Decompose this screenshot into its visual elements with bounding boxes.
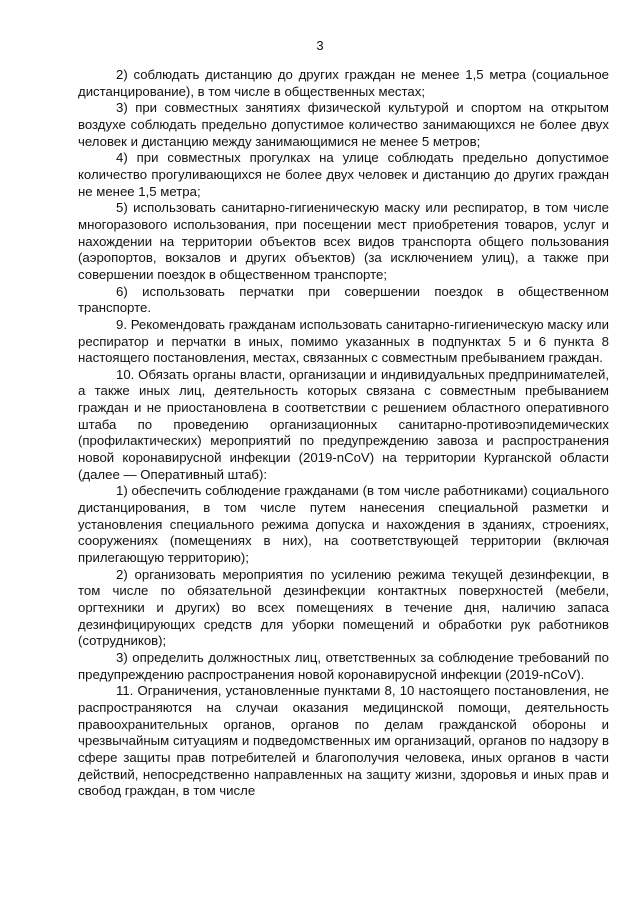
paragraph-5-mask: 5) использовать санитарно-гигиеническую маску или респиратор, в том числе многоразового использования, при посещении мест приобретения товаров, услуг и нахождении на территории объектов всех видов транспорта общего пользования (аэропортов, вокзалов и других объектов) (за исключением улиц), а также при совершении поездок в общественном транспорте;	[78, 200, 609, 282]
paragraph-10-2-disinfection: 2) организовать мероприятия по усилению режима текущей дезинфекции, в том числе по обязательной дезинфекции контактных поверхностей (мебели, оргтехники и других) во всех помещениях в течение дня, наличию запаса дезинфицирующих средств для уборки помещений и обработки рук работников (сотрудников);	[78, 566, 609, 649]
paragraph-3-sports: 3) при совместных занятиях физической культурой и спортом на открытом воздухе соблюдать предельно допустимое количество занимающихся не более двух человек и дистанцию между занимающимися не менее 5 метров;	[78, 100, 609, 149]
paragraph-6-gloves: 6) использовать перчатки при совершении поездок в общественном транспорте.	[78, 283, 609, 316]
paragraph-2-distance: 2) соблюдать дистанцию до других граждан не менее 1,5 метра (социальное дистанцирование), в том числе в общественных местах;	[78, 67, 609, 99]
paragraph-item-10: 10. Обязать органы власти, организации и индивидуальных предпринимателей, а также иных лиц, деятельность которых связана с совместным пребыванием граждан и не приостановлена в соответствии с решением областного оперативного штаба по проведению организационных санитарно-противоэпидемических (профилактических) мероприятий по предупреждению завоза и распространения новой коронавирусной инфекции (2019-nCoV) на территории Курганской области (далее — Оперативный штаб):	[78, 366, 609, 482]
paragraph-4-walks: 4) при совместных прогулках на улице соблюдать предельно допустимое количество прогуливающихся не более двух человек и дистанцию до других граждан не менее 1,5 метра;	[78, 150, 609, 199]
document-body	[78, 67, 609, 800]
paragraph-item-9: 9. Рекомендовать гражданам использовать санитарно-гигиеническую маску или респиратор и перчатки в иных, помимо указанных в подпунктах 5 и 6 пункта 8 настоящего постановления, местах, связанных с совместным пребыванием граждан.	[78, 316, 609, 366]
paragraph-10-3-responsible: 3) определить должностных лиц, ответственных за соблюдение требований по предупреждению распространения новой коронавирусной инфекции (2019-nCoV).	[78, 649, 609, 682]
paragraph-10-1-distancing: 1) обеспечить соблюдение гражданами (в том числе работниками) социального дистанцирования, в том числе путем нанесения специальной разметки и установления специального режима допуска и нахождения в зданиях, строениях, сооружениях (помещениях в них), на соответствующей территории (включая прилегающую территорию);	[78, 483, 609, 566]
paragraph-item-11: 11. Ограничения, установленные пунктами 8, 10 настоящего постановления, не распространяются на случаи оказания медицинской помощи, деятельность правоохранительных органов, органов по делам гражданской обороны и чрезвычайным ситуациям и подведомственных им организаций, органов по надзору в сфере защиты прав потребителей и благополучия человека, иных органов в части действий, непосредственно направленных на защиту жизни, здоровья и иных прав и свобод граждан, в том числе	[78, 683, 609, 799]
page-number: 3	[316, 38, 324, 53]
